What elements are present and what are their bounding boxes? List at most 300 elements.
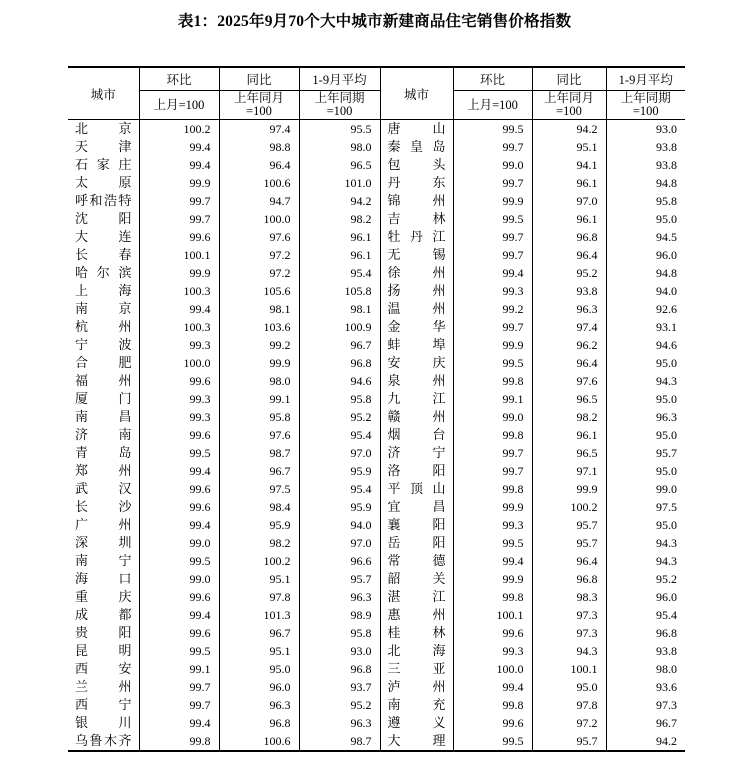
yoy-value-left: 97.6	[219, 426, 299, 444]
mom-value-right: 99.7	[453, 246, 532, 264]
avg-value-left: 98.0	[299, 138, 380, 156]
city-cell-right	[380, 264, 453, 282]
city-name	[388, 498, 446, 516]
yoy-value-left: 95.0	[219, 660, 299, 678]
column-header-mom-left: 环比	[139, 67, 219, 91]
city-name-char: 宁	[432, 445, 446, 460]
avg-value-right: 94.6	[606, 336, 685, 354]
city-cell-left	[68, 228, 139, 246]
yoy-value-left: 97.6	[219, 228, 299, 246]
avg-value-left: 96.3	[299, 588, 380, 606]
avg-value-left: 96.6	[299, 552, 380, 570]
column-header-yoy-right: 同比	[532, 67, 606, 91]
avg-value-right: 95.0	[606, 516, 685, 534]
avg-value-right: 94.8	[606, 174, 685, 192]
table-row	[68, 336, 685, 354]
city-name	[388, 534, 446, 552]
city-name-char: 宁	[75, 337, 89, 352]
yoy-value-left: 101.3	[219, 606, 299, 624]
avg-value-right: 99.0	[606, 480, 685, 498]
city-name-char: 岛	[432, 139, 446, 154]
page-title: 表1：2025年9月70个大中城市新建商品住宅销售价格指数	[177, 13, 572, 30]
city-name	[75, 408, 132, 426]
city-name	[388, 516, 446, 534]
city-cell-left	[68, 390, 139, 408]
city-cell-right	[380, 498, 453, 516]
table-row	[68, 138, 685, 156]
city-name	[75, 714, 132, 732]
avg-value-right: 92.6	[606, 300, 685, 318]
city-name-char: 江	[432, 589, 446, 604]
city-name	[388, 282, 446, 300]
city-name-char: 银	[75, 715, 89, 730]
city-name-char: 泉	[387, 373, 401, 388]
city-cell-left	[68, 678, 139, 696]
avg-value-left: 95.9	[299, 462, 380, 480]
avg-value-left: 95.4	[299, 426, 380, 444]
city-name-char: 都	[118, 607, 132, 622]
table-row	[68, 174, 685, 192]
city-cell-right	[380, 696, 453, 714]
city-name-char: 昌	[432, 499, 446, 514]
city-name	[388, 426, 446, 444]
yoy-value-right: 96.8	[532, 570, 606, 588]
mom-value-right: 99.5	[453, 354, 532, 372]
city-cell-right	[380, 390, 453, 408]
mom-value-left: 99.4	[139, 138, 219, 156]
avg-value-left: 94.6	[299, 372, 380, 390]
yoy-value-right: 94.1	[532, 156, 606, 174]
yoy-value-right: 95.1	[532, 138, 606, 156]
avg-value-left: 93.7	[299, 678, 380, 696]
city-name	[388, 120, 446, 138]
mom-value-left: 99.6	[139, 498, 219, 516]
city-name-char: 顶	[409, 481, 423, 496]
yoy-value-right: 98.2	[532, 408, 606, 426]
mom-value-right: 99.9	[453, 192, 532, 210]
mom-value-right: 99.7	[453, 462, 532, 480]
avg-value-right: 95.8	[606, 192, 685, 210]
city-name-char: 和	[89, 193, 103, 208]
city-name-char: 庄	[118, 157, 132, 172]
yoy-value-right: 98.3	[532, 588, 606, 606]
city-name-char: 安	[387, 355, 401, 370]
city-cell-left	[68, 714, 139, 732]
avg-value-left: 96.3	[299, 714, 380, 732]
avg-value-left: 95.2	[299, 408, 380, 426]
city-name	[388, 552, 446, 570]
city-name-char: 州	[432, 409, 446, 424]
city-name-char: 长	[75, 247, 89, 262]
yoy-value-left: 98.4	[219, 498, 299, 516]
city-cell-right	[380, 624, 453, 642]
mom-value-left: 100.0	[139, 354, 219, 372]
avg-value-left: 95.5	[299, 120, 380, 139]
city-name	[388, 732, 446, 750]
city-cell-left	[68, 336, 139, 354]
yoy-value-right: 96.4	[532, 246, 606, 264]
city-name-char: 州	[432, 193, 446, 208]
city-name	[75, 642, 132, 660]
avg-value-right: 95.0	[606, 390, 685, 408]
table-row	[68, 678, 685, 696]
city-name-char: 襄	[387, 517, 401, 532]
table-row	[68, 732, 685, 751]
city-name	[75, 498, 132, 516]
mom-value-right: 99.4	[453, 552, 532, 570]
avg-value-left: 95.4	[299, 264, 380, 282]
city-name-char: 桂	[387, 625, 401, 640]
avg-value-left: 98.7	[299, 732, 380, 751]
city-name	[388, 156, 446, 174]
city-name-char: 春	[118, 247, 132, 262]
city-name-char: 杭	[75, 319, 89, 334]
mom-value-right: 99.4	[453, 264, 532, 282]
city-name-char: 口	[118, 571, 132, 586]
city-name	[75, 192, 132, 210]
city-name	[388, 714, 446, 732]
yoy-value-left: 98.1	[219, 300, 299, 318]
city-name	[75, 264, 132, 282]
avg-value-right: 94.0	[606, 282, 685, 300]
yoy-value-left: 97.8	[219, 588, 299, 606]
city-name-char: 宁	[118, 697, 132, 712]
city-name-char: 津	[118, 139, 132, 154]
table-row	[68, 534, 685, 552]
city-name	[388, 570, 446, 588]
city-name-char: 充	[432, 697, 446, 712]
city-name-char: 华	[432, 319, 446, 334]
yoy-value-left: 96.4	[219, 156, 299, 174]
column-header-city-right: 城市	[380, 67, 453, 120]
city-name	[75, 282, 132, 300]
table-row	[68, 462, 685, 480]
city-name-char: 洛	[387, 463, 401, 478]
mom-value-left: 99.4	[139, 462, 219, 480]
yoy-base-line1: 上年同月	[233, 91, 284, 105]
city-name	[388, 606, 446, 624]
city-name-char: 沙	[118, 499, 132, 514]
city-name-char: 合	[75, 355, 89, 370]
yoy-value-left: 100.6	[219, 732, 299, 751]
mom-value-right: 99.2	[453, 300, 532, 318]
city-cell-right	[380, 714, 453, 732]
city-name-char: 大	[75, 229, 89, 244]
avg-base-line2: =100	[326, 104, 353, 118]
city-cell-left	[68, 534, 139, 552]
city-name	[75, 696, 132, 714]
city-name-char: 徐	[387, 265, 401, 280]
city-name-char: 海	[432, 643, 446, 658]
mom-value-right: 100.1	[453, 606, 532, 624]
city-name-char: 阳	[118, 625, 132, 640]
yoy-value-left: 95.1	[219, 570, 299, 588]
yoy-value-right: 96.1	[532, 426, 606, 444]
mom-value-left: 99.9	[139, 264, 219, 282]
mom-value-right: 99.9	[453, 570, 532, 588]
city-name	[75, 624, 132, 642]
city-name-char: 门	[118, 391, 132, 406]
table-row	[68, 408, 685, 426]
city-cell-left	[68, 138, 139, 156]
city-name-char: 锡	[432, 247, 446, 262]
table-row	[68, 426, 685, 444]
table-row	[68, 642, 685, 660]
city-cell-left	[68, 156, 139, 174]
city-name	[388, 624, 446, 642]
city-name-char: 州	[118, 319, 132, 334]
city-cell-left	[68, 246, 139, 264]
city-cell-left	[68, 462, 139, 480]
avg-value-left: 95.7	[299, 570, 380, 588]
yoy-base-line2: =100	[556, 104, 582, 118]
yoy-value-left: 98.8	[219, 138, 299, 156]
city-name-char: 平	[387, 481, 401, 496]
city-name-char: 山	[432, 121, 446, 136]
city-name-char: 尔	[96, 265, 110, 280]
city-name-char: 南	[387, 697, 401, 712]
column-header-avg-left: 1-9月平均	[299, 67, 380, 91]
city-name-char: 庆	[432, 355, 446, 370]
yoy-value-left: 96.8	[219, 714, 299, 732]
column-subheader-yoy-base-right	[532, 91, 606, 120]
city-cell-right	[380, 606, 453, 624]
city-name	[388, 354, 446, 372]
city-name-char: 北	[75, 121, 89, 136]
avg-value-right: 95.0	[606, 210, 685, 228]
avg-value-right: 95.4	[606, 606, 685, 624]
city-name	[75, 120, 132, 138]
city-name-char: 肥	[118, 355, 132, 370]
avg-base-line1: 上年同期	[314, 91, 365, 105]
city-name-char: 阳	[432, 535, 446, 550]
city-name	[388, 660, 446, 678]
city-name-char: 北	[387, 643, 401, 658]
mom-value-left: 99.0	[139, 534, 219, 552]
avg-value-right: 94.5	[606, 228, 685, 246]
city-name-char: 武	[75, 481, 89, 496]
avg-value-left: 95.8	[299, 624, 380, 642]
city-name-char: 齐	[118, 733, 132, 748]
yoy-value-left: 95.1	[219, 642, 299, 660]
city-name	[75, 480, 132, 498]
city-name-char: 乌	[75, 733, 89, 748]
mom-value-right: 99.4	[453, 678, 532, 696]
yoy-value-right: 94.3	[532, 642, 606, 660]
city-name-char: 南	[118, 427, 132, 442]
avg-value-left: 96.8	[299, 660, 380, 678]
city-name	[388, 192, 446, 210]
city-name-char: 州	[118, 679, 132, 694]
city-cell-left	[68, 120, 139, 139]
mom-value-left: 99.7	[139, 678, 219, 696]
yoy-value-left: 100.6	[219, 174, 299, 192]
mom-value-right: 99.0	[453, 408, 532, 426]
yoy-value-left: 99.9	[219, 354, 299, 372]
city-name	[388, 336, 446, 354]
city-name	[388, 480, 446, 498]
column-header-avg-right: 1-9月平均	[606, 67, 685, 91]
yoy-value-right: 95.7	[532, 516, 606, 534]
city-name-char: 连	[118, 229, 132, 244]
city-name	[388, 228, 446, 246]
city-name-char: 滨	[118, 265, 132, 280]
city-name-char: 兰	[75, 679, 89, 694]
city-name	[75, 228, 132, 246]
city-name-char: 德	[432, 553, 446, 568]
city-name-char: 唐	[387, 121, 401, 136]
city-cell-right	[380, 318, 453, 336]
avg-value-right: 96.3	[606, 408, 685, 426]
city-name-char: 蚌	[387, 337, 401, 352]
avg-value-left: 100.9	[299, 318, 380, 336]
table-row	[68, 624, 685, 642]
mom-value-left: 99.4	[139, 606, 219, 624]
avg-value-right: 93.1	[606, 318, 685, 336]
city-cell-left	[68, 588, 139, 606]
city-name-char: 青	[75, 445, 89, 460]
mom-value-right: 99.6	[453, 714, 532, 732]
table-row	[68, 228, 685, 246]
mom-value-left: 99.5	[139, 642, 219, 660]
mom-value-right: 99.8	[453, 480, 532, 498]
yoy-value-right: 93.8	[532, 282, 606, 300]
city-cell-right	[380, 138, 453, 156]
city-name-char: 圳	[118, 535, 132, 550]
avg-value-left: 96.1	[299, 246, 380, 264]
table-row	[68, 480, 685, 498]
city-cell-right	[380, 480, 453, 498]
table-row	[68, 282, 685, 300]
city-name-char: 宜	[387, 499, 401, 514]
yoy-value-left: 96.0	[219, 678, 299, 696]
avg-value-left: 94.2	[299, 192, 380, 210]
yoy-value-left: 96.7	[219, 462, 299, 480]
city-name	[75, 372, 132, 390]
city-name-char: 海	[75, 571, 89, 586]
yoy-base-line2: =100	[246, 104, 272, 118]
city-cell-right	[380, 534, 453, 552]
city-name	[75, 318, 132, 336]
city-name-char: 阳	[432, 517, 446, 532]
yoy-value-left: 96.7	[219, 624, 299, 642]
city-name	[75, 462, 132, 480]
mom-value-left: 99.6	[139, 426, 219, 444]
yoy-value-left: 100.2	[219, 552, 299, 570]
city-cell-left	[68, 300, 139, 318]
mom-value-left: 100.2	[139, 120, 219, 139]
avg-value-left: 101.0	[299, 174, 380, 192]
mom-value-right: 99.8	[453, 696, 532, 714]
city-name-char: 家	[96, 157, 110, 172]
mom-value-left: 99.9	[139, 174, 219, 192]
city-name-char: 呼	[75, 193, 89, 208]
avg-value-right: 97.5	[606, 498, 685, 516]
city-name-char: 昌	[118, 409, 132, 424]
city-name-char: 包	[387, 157, 401, 172]
city-name-char: 金	[387, 319, 401, 334]
city-cell-right	[380, 372, 453, 390]
table-row	[68, 552, 685, 570]
yoy-value-left: 98.0	[219, 372, 299, 390]
yoy-value-right: 96.4	[532, 552, 606, 570]
table-row	[68, 210, 685, 228]
city-name	[388, 696, 446, 714]
city-name-char: 阳	[118, 211, 132, 226]
yoy-value-right: 99.9	[532, 480, 606, 498]
avg-value-right: 96.0	[606, 246, 685, 264]
city-name-char: 头	[432, 157, 446, 172]
avg-value-left: 96.7	[299, 336, 380, 354]
city-name-char: 鲁	[89, 733, 103, 748]
city-name-char: 州	[432, 283, 446, 298]
table-row	[68, 714, 685, 732]
city-cell-right	[380, 462, 453, 480]
city-name-char: 重	[75, 589, 89, 604]
yoy-value-left: 97.4	[219, 120, 299, 139]
avg-value-left: 98.1	[299, 300, 380, 318]
mom-value-left: 99.3	[139, 390, 219, 408]
city-cell-left	[68, 498, 139, 516]
mom-value-right: 99.5	[453, 210, 532, 228]
city-name-char: 常	[387, 553, 401, 568]
mom-value-right: 99.5	[453, 120, 532, 139]
city-cell-left	[68, 264, 139, 282]
yoy-value-right: 95.7	[532, 534, 606, 552]
city-name	[388, 174, 446, 192]
city-name	[75, 390, 132, 408]
city-name-char: 贵	[75, 625, 89, 640]
city-name-char: 济	[75, 427, 89, 442]
avg-value-right: 94.3	[606, 372, 685, 390]
city-name	[75, 300, 132, 318]
city-cell-left	[68, 606, 139, 624]
city-name-char: 宁	[118, 553, 132, 568]
table-row	[68, 318, 685, 336]
avg-value-right: 93.0	[606, 120, 685, 139]
city-name-char: 牡	[387, 229, 401, 244]
city-cell-right	[380, 282, 453, 300]
city-cell-left	[68, 642, 139, 660]
city-cell-left	[68, 210, 139, 228]
mom-value-left: 99.6	[139, 228, 219, 246]
city-name-char: 山	[432, 481, 446, 496]
city-name	[388, 390, 446, 408]
city-name	[388, 138, 446, 156]
city-cell-left	[68, 624, 139, 642]
yoy-value-right: 96.3	[532, 300, 606, 318]
mom-value-left: 99.4	[139, 516, 219, 534]
city-name-char: 台	[432, 427, 446, 442]
city-name-char: 浩	[103, 193, 117, 208]
yoy-value-left: 96.3	[219, 696, 299, 714]
city-cell-right	[380, 660, 453, 678]
avg-value-right: 94.2	[606, 732, 685, 751]
mom-value-left: 99.6	[139, 588, 219, 606]
city-name-char: 深	[75, 535, 89, 550]
city-name-char: 州	[432, 607, 446, 622]
mom-value-right: 99.1	[453, 390, 532, 408]
table-header	[68, 67, 685, 120]
city-name-char: 丹	[387, 175, 401, 190]
avg-value-left: 97.0	[299, 534, 380, 552]
city-name-char: 州	[118, 463, 132, 478]
avg-value-right: 96.0	[606, 588, 685, 606]
yoy-value-left: 95.8	[219, 408, 299, 426]
city-name-char: 江	[432, 229, 446, 244]
city-name-char: 京	[118, 121, 132, 136]
city-name-char: 海	[118, 283, 132, 298]
